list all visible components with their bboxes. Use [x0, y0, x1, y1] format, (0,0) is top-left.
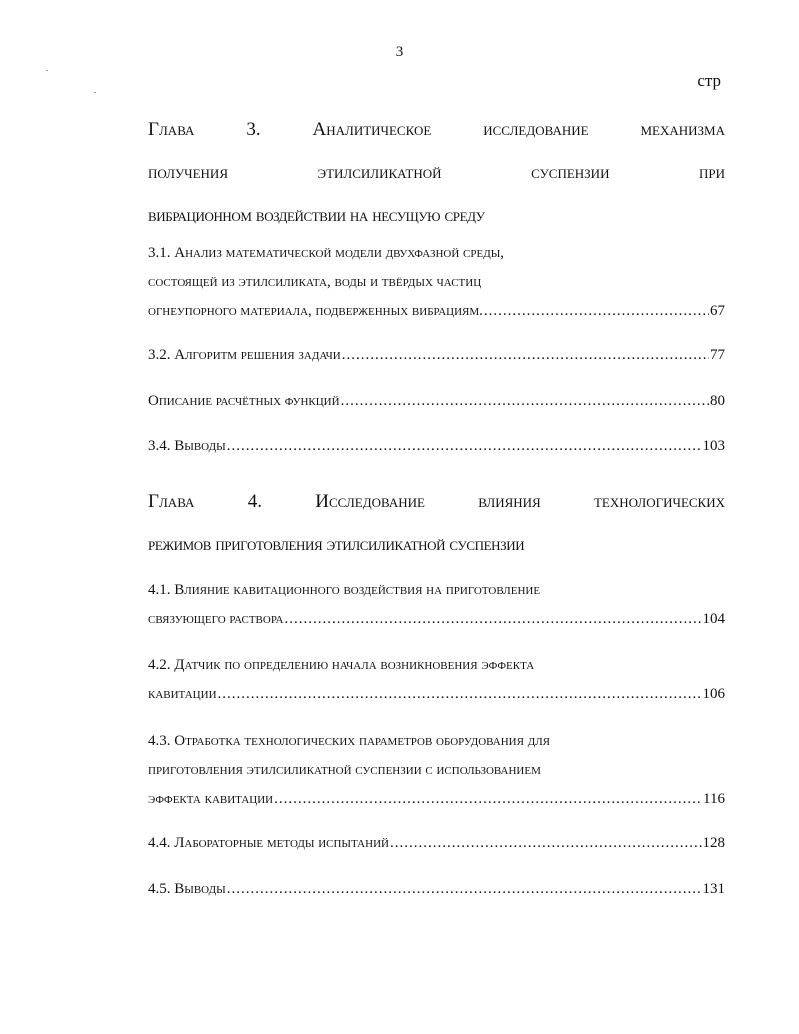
toc-page-number: 106 — [702, 686, 725, 702]
dot-leader — [484, 300, 709, 315]
toc-page-number: 103 — [702, 438, 725, 454]
toc-entry-text: 4.3. Отработка технологических параметров оборудования для — [148, 733, 551, 749]
toc-entry-4-5[interactable] — [148, 875, 725, 904]
toc-page-number: 131 — [702, 881, 725, 897]
toc-entry-text: 3.1. Анализ математической модели двухфазной среды, — [148, 245, 505, 261]
toc-entry-text: приготовления этилсиликатной суспензии с использованием — [148, 762, 541, 778]
toc-entry-text: 3.2. Алгоритм решения задачи — [148, 347, 341, 363]
toc-entry-text: огнеупорного материала, подверженных вибрациям. — [148, 303, 483, 319]
dot-leader — [218, 683, 702, 698]
toc-entry-4-1[interactable] — [148, 576, 725, 634]
chapter-4-heading — [148, 480, 725, 566]
scan-speck — [46, 70, 48, 71]
toc-entry-functions[interactable] — [148, 387, 725, 416]
toc-entry-text: эффекта кавитации — [148, 791, 274, 807]
dot-leader — [341, 390, 709, 405]
chapter-4-heading-line: Глава 4. Исследование влияния технологических — [148, 491, 725, 512]
toc-entry-text: Описание расчётных функций — [148, 393, 340, 409]
scan-speck — [94, 92, 96, 93]
toc-entry-text: 4.4. Лабораторные методы испытаний — [148, 835, 389, 851]
toc-entry-text: 3.4. Выводы — [148, 438, 226, 454]
toc-page-number: 80 — [710, 393, 725, 409]
toc-entry-text: состоящей из этилсиликата, воды и твёрдых частиц — [148, 274, 482, 290]
page-column-label: стр — [697, 71, 721, 90]
toc-page-number: 116 — [703, 791, 725, 807]
toc-page-number: 128 — [702, 835, 725, 851]
toc-page-number: 67 — [710, 303, 725, 319]
toc-entry-text: кавитации — [148, 686, 217, 702]
dot-leader — [342, 344, 709, 359]
toc-entry-text: 4.5. Выводы — [148, 881, 226, 897]
toc-entry-text: 4.1. Влияние кавитационного воздействия на приготовление — [148, 582, 541, 598]
chapter-3-heading-line: получения этилсиликатной суспензии при — [148, 162, 725, 183]
toc-entry-3-1[interactable] — [148, 239, 725, 326]
toc-entry-4-4[interactable] — [148, 829, 725, 858]
dot-leader — [227, 435, 702, 450]
page-number: 3 — [395, 44, 404, 60]
dot-leader — [274, 788, 702, 803]
dot-leader — [285, 608, 702, 623]
dot-leader — [227, 878, 702, 893]
toc-page-number: 104 — [702, 611, 725, 627]
chapter-3-heading — [148, 108, 725, 237]
toc-entry-3-2[interactable] — [148, 341, 725, 370]
toc-entry-4-2[interactable] — [148, 651, 725, 709]
chapter-4-heading-line: режимов приготовления этилсиликатной суспензии — [148, 534, 525, 555]
chapter-3-heading-line: вибрационном воздействии на несущую среду — [148, 205, 485, 226]
toc-page-number: 77 — [710, 347, 725, 363]
toc-entry-text: связующего раствора — [148, 611, 284, 627]
chapter-3-heading-line: Глава 3. Аналитическое исследование механизма — [148, 119, 725, 140]
toc-entry-3-4[interactable] — [148, 432, 725, 461]
toc-entry-4-3[interactable] — [148, 727, 725, 814]
toc-entry-text: 4.2. Датчик по определению начала возникновения эффекта — [148, 657, 535, 673]
dot-leader — [390, 832, 702, 847]
